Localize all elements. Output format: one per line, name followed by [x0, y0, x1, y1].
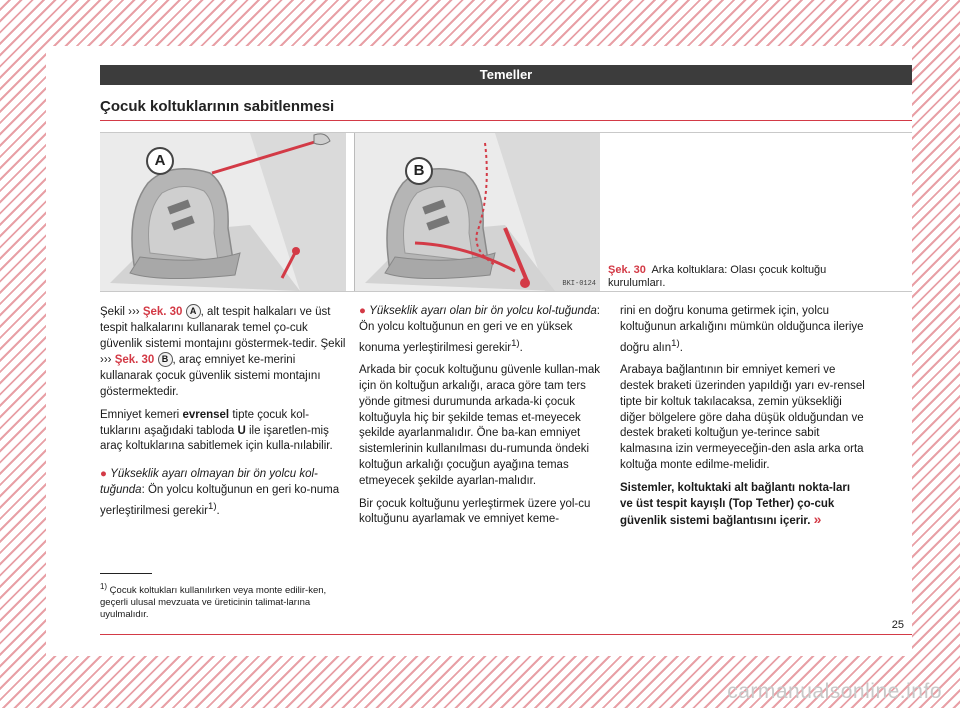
panel-label-b: B — [405, 157, 433, 185]
text-italic: Yükseklik ayarı olmayan bir ön yolcu kol-tuğunda — [100, 468, 318, 496]
paragraph — [100, 408, 346, 455]
paragraph: Bir çocuk koltuğunu yerleştirmek üzere yol-cu koltuğunu ayarlamak ve emniyet keme- — [359, 497, 591, 526]
child-seat-illustration-a — [100, 133, 346, 291]
page-number: 25 — [891, 619, 904, 631]
text-column-1 — [100, 304, 346, 526]
bullet-paragraph — [359, 304, 605, 356]
text-run: . — [216, 504, 220, 517]
figure-code: BKI-0124 — [562, 280, 596, 288]
text-run: tipte çocuk kol-tuklarını aşağıdaki tabloda — [100, 408, 310, 437]
text-bold: U — [237, 424, 246, 437]
footnote-ref: 1) — [208, 500, 217, 512]
text-run: ile işaretlen-miş araç koltuklarına sabitlemek için kulla-nılabilir. — [100, 424, 333, 453]
text-run: : Ön yolcu koltuğunun en geri ve en yüksek konuma yerleştirilmesi gerekir — [359, 305, 600, 354]
figure-panel-b — [354, 133, 600, 291]
paragraph — [100, 304, 346, 401]
figure-caption-ref: Şek. 30 — [608, 264, 646, 276]
text-column-2 — [359, 304, 605, 535]
label-b-marker: B — [158, 352, 173, 367]
text-run: , araç emniyet ke-merini kullanarak çocuk güvenlik sistemi montajını göstermektedir. — [100, 354, 321, 398]
continue-icon: » — [813, 511, 822, 528]
footnote — [100, 581, 346, 621]
text-bold: Sistemler, koltuktaki alt bağlantı nokta-ları ve üst tespit kayışlı (Top Tether) ço-cuk güvenlik sistemi bağlantısını içerir. — [620, 481, 851, 528]
label-a-marker: A — [186, 304, 201, 319]
figure-caption-text: Arka koltuklara: Olası çocuk koltuğu kurulumları. — [608, 264, 827, 289]
bullet-paragraph — [100, 467, 346, 519]
text-run: rini en doğru konuma getirmek için, yolcu koltuğunun arkalığını mümkün olduğunca ileriye doğru alın — [620, 305, 864, 354]
child-seat-illustration-b — [355, 133, 600, 291]
bullet-icon: ● — [100, 468, 107, 481]
footnote-ref: 1) — [671, 337, 680, 349]
figure-caption — [608, 264, 848, 290]
text-run: . — [519, 341, 523, 354]
text-run: Emniyet kemeri — [100, 408, 183, 421]
panel-label-a: A — [146, 147, 174, 175]
footnote-text: Çocuk koltukları kullanılırken veya monte edilir-ken, geçerli ulusal mevzuata ve üreticinin talimat-larına uyulmalıdır. — [100, 585, 327, 621]
paragraph: Arabaya bağlantının bir emniyet kemeri ve destek braketi üzerinden yapıldığı yarı ev-rensel tipte bir koltuk takılacaksa, zemin yüksekliği diğer bölgelere göre daha düşük olduğundan ve destek braketi koltuğun ye-terince sabit kalmasına izin vermeyeceğin-den asla arka orta koltuğa monte edilme-melidir. — [620, 364, 865, 471]
text-run: Şekil ››› — [100, 306, 143, 318]
paragraph — [620, 304, 866, 356]
watermark: carmanualsonline.info — [727, 680, 942, 703]
footnote-ref: 1) — [511, 337, 520, 349]
text-italic: Yükseklik ayarı olan bir ön yolcu kol-tuğunda — [369, 305, 597, 317]
text-column-3 — [620, 304, 866, 537]
section-title: Çocuk koltuklarının sabitlenmesi — [100, 98, 335, 115]
chapter-header: Temeller — [100, 65, 912, 85]
paragraph: Arkada bir çocuk koltuğunu güvenle kullan-mak için ön koltuğun arkalığı, araca göre tam ters yönde gitmesi durumunda arkada-ki çocuk koltuğuyla hiç bir şekilde temas et-meyecek şekilde ayarlanmalıdır. Öne ba-kan emniyet sistemlerinin kullanılması du-rumunda öndeki koltuğun arkalığı çocuğun ayağına temas etmeyecek şekilde ayarlan-malıdır. — [359, 364, 600, 487]
figure-panel-a — [100, 133, 346, 291]
figure-link[interactable]: Şek. 30 — [114, 354, 155, 367]
footnote-divider — [100, 573, 152, 574]
text-bold: evrensel — [182, 408, 230, 421]
figure-link[interactable]: Şek. 30 — [142, 306, 183, 318]
page-divider — [100, 634, 912, 635]
text-run: : Ön yolcu koltuğunun en geri ko-numa yerleştirilmesi gerekir — [100, 483, 340, 517]
footnote-marker: 1) — [100, 582, 108, 591]
text-run: , alt tespit halkaları ve üst tespit halkalarını kullanarak temel ço-cuk güvenlik sistemi montajını göstermek-tedir. Şekil ››› — [100, 306, 346, 367]
bullet-icon: ● — [359, 305, 366, 317]
title-divider — [100, 120, 912, 121]
text-run: . — [679, 341, 683, 354]
manual-page — [46, 46, 912, 656]
paragraph — [620, 481, 866, 530]
